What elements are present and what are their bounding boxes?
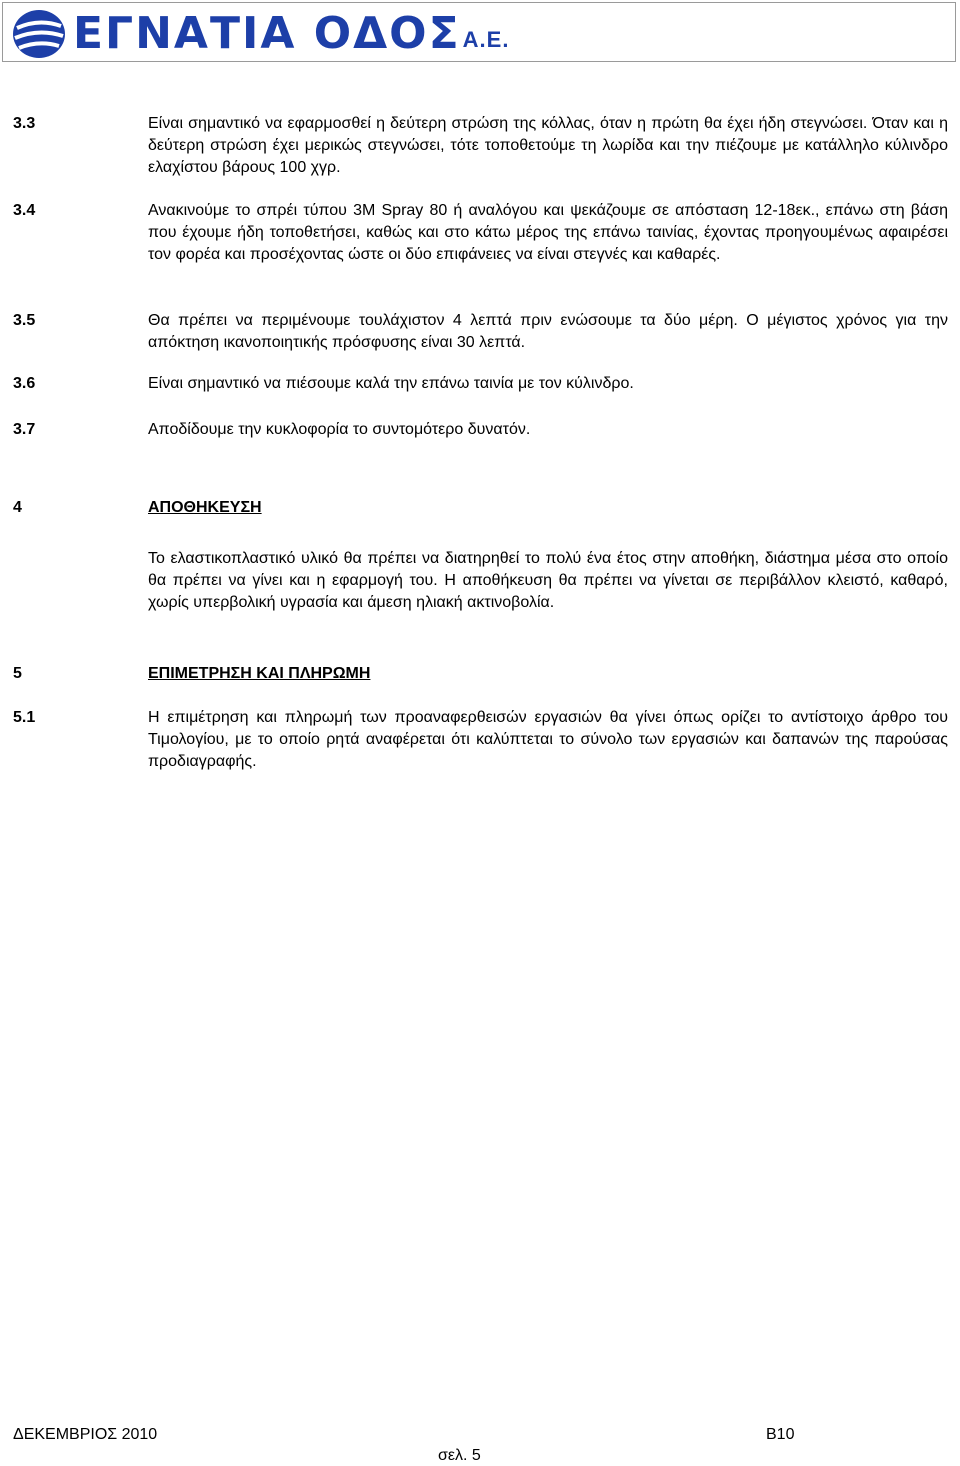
egnatia-globe-icon [11,8,67,60]
footer-date: ΔΕΚΕΜΒΡΙΟΣ 2010 [13,1426,158,1443]
section-heading: ΕΠΙΜΕΤΡΗΣΗ ΚΑΙ ΠΛΗΡΩΜΗ [148,665,371,682]
logo-suffix: Α.Ε. [462,27,510,52]
section-number: 5.1 [13,709,36,726]
section-number: 3.3 [13,115,36,132]
logo-text: ΕΓΝΑΤΙΑ ΟΔΟΣ [73,8,461,59]
document-header [2,2,956,62]
page-number: σελ. 5 [438,1447,481,1464]
section-text: Είναι σημαντικό να εφαρμοσθεί η δεύτερη στρώση της κόλλας, όταν η πρώτη θα έχει ήδη στεγνώσει. Όταν και η δεύτερη στρώση έχει μερικώς στεγνώσει, τότε τοποθετούμε τη λωρίδα και την πιέζουμε με κατάλληλο κύλινδρο ελαχίστου βάρους 100 χγρ. [148,115,948,176]
section-number: 5 [13,665,22,682]
section-number: 3.4 [13,202,36,219]
section-text: Η επιμέτρηση και πληρωμή των προαναφερθεισών εργασιών θα γίνει όπως ορίζει το αντίστοιχο άρθρο του Τιμολογίου, με το οποίο ρητά αναφέρεται ότι καλύπτεται το σύνολο των εργασιών και δαπανών της παρούσας προδιαγραφής. [148,709,948,770]
section-heading: ΑΠΟΘΗΚΕΥΣΗ [148,499,262,516]
section-text: Είναι σημαντικό να πιέσουμε καλά την επάνω ταινία με τον κύλινδρο. [148,375,634,392]
section-text: Αποδίδουμε την κυκλοφορία το συντομότερο δυνατόν. [148,421,531,438]
section-text: Ανακινούμε το σπρέι τύπου 3M Spray 80 ή αναλόγου και ψεκάζουμε σε απόσταση 12-18εκ., επάνω στη βάση που έχουμε ήδη τοποθετήσει, καθώς και στο κάτω μέρος της επάνω ταινίας, έχοντας προηγουμένως αφαιρέσει τον φορέα και προσέχοντας ώστε οι δύο επιφάνειες να είναι στεγνές και καθαρές. [148,202,948,263]
footer-code: Β10 [766,1426,795,1443]
section-number: 3.7 [13,421,36,438]
section-number: 3.5 [13,312,36,329]
company-logo [11,7,509,61]
section-number: 4 [13,499,22,516]
section-number: 3.6 [13,375,36,392]
section-text: Το ελαστικοπλαστικό υλικό θα πρέπει να διατηρηθεί το πολύ ένα έτος στην αποθήκη, διάστημα μέσα στο οποίο θα πρέπει να γίνει και η εφαρμογή του. Η αποθήκευση θα πρέπει να γίνεται σε περιβάλλον κλειστό, καθαρό, χωρίς υπερβολική υγρασία και άμεση ηλιακή ακτινοβολία. [148,550,948,611]
section-text: Θα πρέπει να περιμένουμε τουλάχιστον 4 λεπτά πριν ενώσουμε τα δύο μέρη. Ο μέγιστος χρόνος για την απόκτηση ικανοποιητικής πρόσφυσης είναι 30 λεπτά. [148,312,948,351]
